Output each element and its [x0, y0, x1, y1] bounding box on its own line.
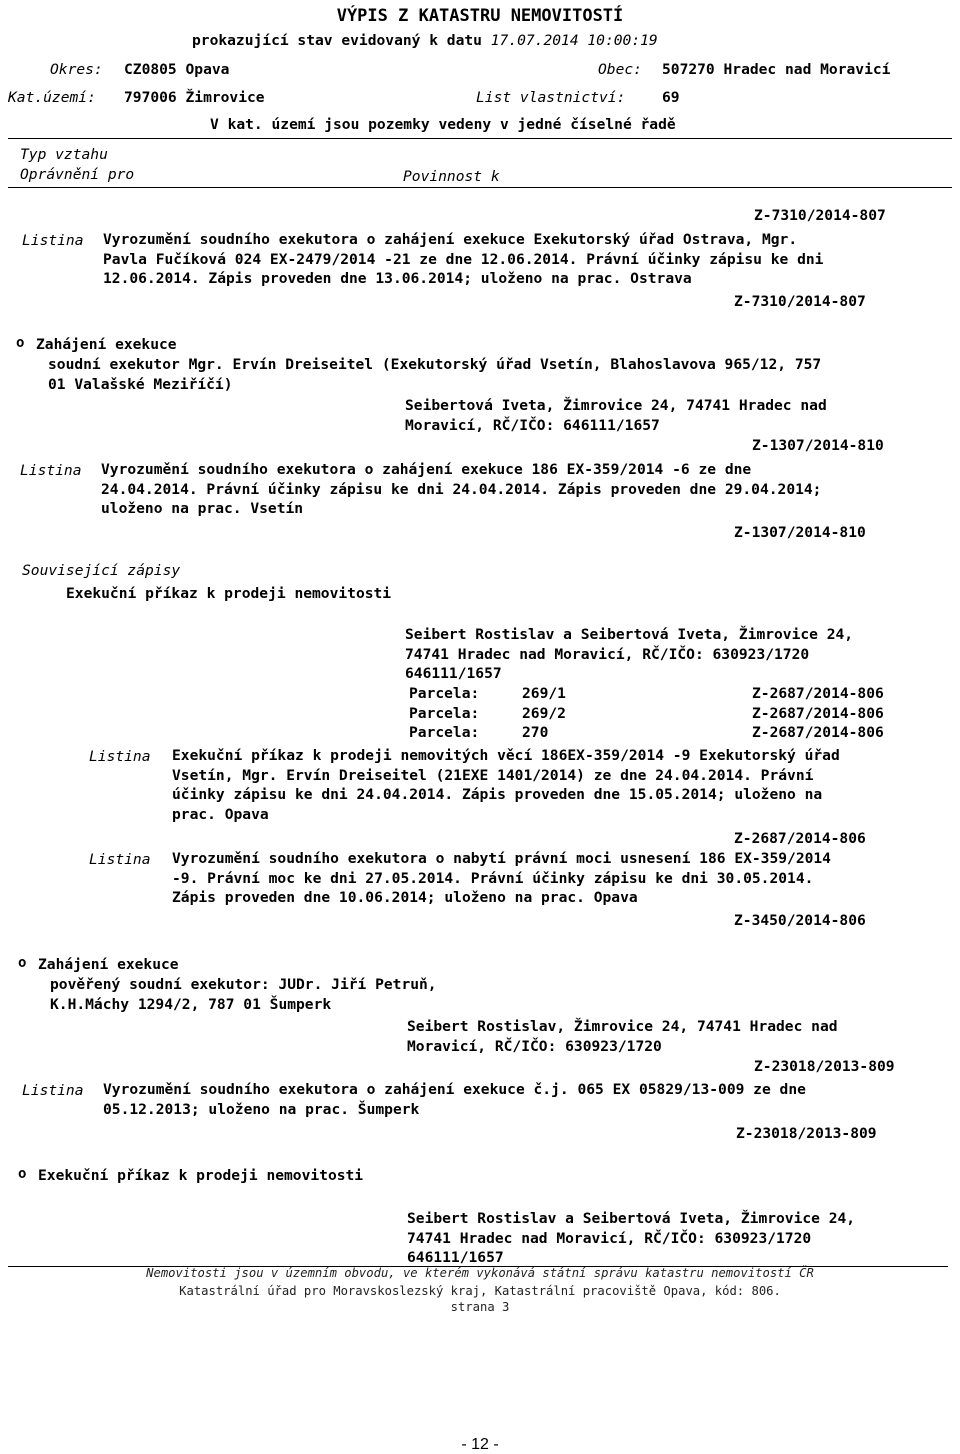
listina-text [103, 1080, 806, 1119]
column-typ-vztahu: Typ vztahu [20, 146, 108, 163]
reference-number: Z-7310/2014-807 [734, 293, 866, 310]
section-title: Zahájení exekuce [38, 956, 179, 973]
listina-text [172, 849, 831, 908]
section-text [50, 975, 437, 1014]
reference-number: Z-23018/2013-809 [736, 1125, 877, 1142]
obec-label: Obec: [598, 61, 642, 78]
listina-line: uloženo na prac. Vsetín [101, 500, 304, 517]
header-note: V kat. území jsou pozemky vedeny v jedné číselné řadě [210, 116, 676, 133]
reference-number: Z-3450/2014-806 [734, 912, 866, 929]
listina-label: Listina [89, 748, 151, 765]
listina-text [103, 230, 823, 289]
list-value: 69 [662, 89, 680, 106]
owner-line: 74741 Hradec nad Moravicí, RČ/IČO: 630923/1720 [407, 1229, 812, 1247]
parcel-reference: Z-2687/2014-806 [752, 705, 884, 722]
reference-number: Z-1307/2014-810 [752, 437, 884, 454]
reference-number: Z-7310/2014-807 [754, 207, 886, 224]
listina-line: Vyrozumění soudního exekutora o zahájení exekuce 186 EX-359/2014 -6 ze dne [101, 461, 752, 478]
bullet-icon: o [18, 1166, 27, 1182]
section-line: soudní exekutor Mgr. Ervín Dreiseitel (Exekutorský úřad Vsetín, Blahoslavova 965/12, 757 [48, 356, 822, 373]
listina-line: Pavla Fučíková 024 EX-2479/2014 -21 ze dne 12.06.2014. Právní účinky zápisu ke dni [103, 250, 824, 268]
listina-line: účinky zápisu ke dni 24.04.2014. Zápis proveden dne 15.05.2014; uloženo na [172, 786, 823, 803]
owner-text [407, 1017, 838, 1056]
parcel-number: 269/1 [522, 685, 566, 702]
bullet-icon: o [18, 955, 27, 971]
owner-line: Seibert Rostislav a Seibertová Iveta, Žimrovice 24, [405, 626, 854, 643]
subtitle-prefix: prokazující stav evidovaný k datu [192, 32, 482, 49]
owner-line: Moravicí, RČ/IČO: 646111/1657 [405, 416, 660, 434]
owner-line: 646111/1657 [405, 665, 502, 682]
parcel-reference: Z-2687/2014-806 [752, 724, 884, 741]
listina-line: Vyrozumění soudního exekutora o zahájení exekuce Exekutorský úřad Ostrava, Mgr. [103, 231, 798, 248]
owner-text [405, 396, 827, 435]
footer-line: Katastrální úřad pro Moravskoslezský kraj, Katastrální pracoviště Opava, kód: 806. [179, 1284, 781, 1298]
section-text [48, 355, 821, 394]
listina-label: Listina [89, 851, 151, 868]
reference-number: Z-23018/2013-809 [754, 1058, 895, 1075]
listina-line: Exekuční příkaz k prodeji nemovitých věcí 186EX-359/2014 -9 Exekutorský úřad [172, 747, 840, 764]
katuzemi-value: 797006 Žimrovice [124, 89, 265, 106]
listina-label: Listina [22, 232, 84, 249]
related-entries-label: Související zápisy [22, 562, 181, 579]
listina-line: Vyrozumění soudního exekutora o zahájení exekuce č.j. 065 EX 05829/13-009 ze dne [103, 1081, 806, 1098]
katuzemi-label: Kat.území: [8, 89, 96, 106]
section-line: K.H.Máchy 1294/2, 787 01 Šumperk [50, 995, 332, 1013]
parcel-label: Parcela: [409, 705, 480, 722]
listina-line: -9. Právní moc ke dni 27.05.2014. Právní účinky zápisu ke dni 30.05.2014. [172, 869, 814, 887]
parcel-label: Parcela: [409, 685, 480, 702]
listina-label: Listina [20, 462, 82, 479]
owner-text [407, 1209, 855, 1268]
listina-text [101, 460, 821, 519]
owner-line: Seibert Rostislav, Žimrovice 24, 74741 Hradec nad [407, 1018, 838, 1035]
listina-line: 05.12.2013; uloženo na prac. Šumperk [103, 1100, 420, 1118]
parcel-number: 270 [522, 724, 549, 741]
section-title: Exekuční příkaz k prodeji nemovitosti [38, 1167, 364, 1184]
obec-value: 507270 Hradec nad Moravicí [662, 61, 891, 78]
listina-label: Listina [22, 1082, 84, 1099]
reference-number: Z-1307/2014-810 [734, 524, 866, 541]
listina-text [172, 746, 840, 824]
owner-line: 646111/1657 [407, 1249, 504, 1266]
related-entry-title: Exekuční příkaz k prodeji nemovitosti [66, 585, 392, 602]
owner-line: 74741 Hradec nad Moravicí, RČ/IČO: 630923/1720 [405, 645, 810, 663]
listina-line: 12.06.2014. Zápis proveden dne 13.06.2014; uloženo na prac. Ostrava [103, 270, 692, 287]
parcel-number: 269/2 [522, 705, 566, 722]
owner-line: Moravicí, RČ/IČO: 630923/1720 [407, 1037, 662, 1055]
listina-line: Vyrozumění soudního exekutora o nabytí právní moci usnesení 186 EX-359/2014 [172, 850, 831, 867]
section-line: pověřený soudní exekutor: JUDr. Jiří Petruň, [50, 976, 437, 993]
list-label: List vlastnictví: [476, 89, 626, 106]
bullet-icon: o [16, 335, 25, 351]
columns-divider [8, 187, 952, 188]
owner-line: Seibert Rostislav a Seibertová Iveta, Žimrovice 24, [407, 1210, 856, 1227]
listina-line: 24.04.2014. Právní účinky zápisu ke dni 24.04.2014. Zápis proveden dne 29.04.2014; [101, 480, 822, 498]
section-line: 01 Valašské Meziříčí) [48, 375, 233, 393]
parcel-label: Parcela: [409, 724, 480, 741]
listina-line: Zápis proveden dne 10.06.2014; uloženo na prac. Opava [172, 889, 638, 906]
header-divider [8, 138, 952, 139]
footer-line: Nemovitosti jsou v územním obvodu, ve kterém vykonává státní správu katastru nemovitostí ČR [146, 1266, 814, 1280]
listina-line: Vsetín, Mgr. Ervín Dreiseitel (21EXE 1401/2014) ze dne 24.04.2014. Právní [172, 766, 814, 784]
owner-text [405, 625, 853, 684]
column-povinnost-k: Povinnost k [403, 168, 500, 185]
listina-line: prac. Opava [172, 805, 269, 823]
okres-value: CZ0805 Opava [124, 61, 230, 78]
section-title: Zahájení exekuce [36, 336, 177, 353]
parcel-reference: Z-2687/2014-806 [752, 685, 884, 702]
okres-label: Okres: [50, 61, 103, 78]
owner-line: Seibertová Iveta, Žimrovice 24, 74741 Hradec nad [405, 397, 827, 414]
page-number: - 12 - [461, 1436, 499, 1453]
reference-number: Z-2687/2014-806 [734, 830, 866, 847]
document-title: VÝPIS Z KATASTRU NEMOVITOSTÍ [336, 6, 624, 26]
subtitle-date: 17.07.2014 10:00:19 [490, 32, 658, 49]
document-subtitle [192, 31, 658, 50]
column-opravneni-pro: Oprávnění pro [20, 166, 135, 183]
footer-page-label: strana 3 [450, 1300, 510, 1314]
